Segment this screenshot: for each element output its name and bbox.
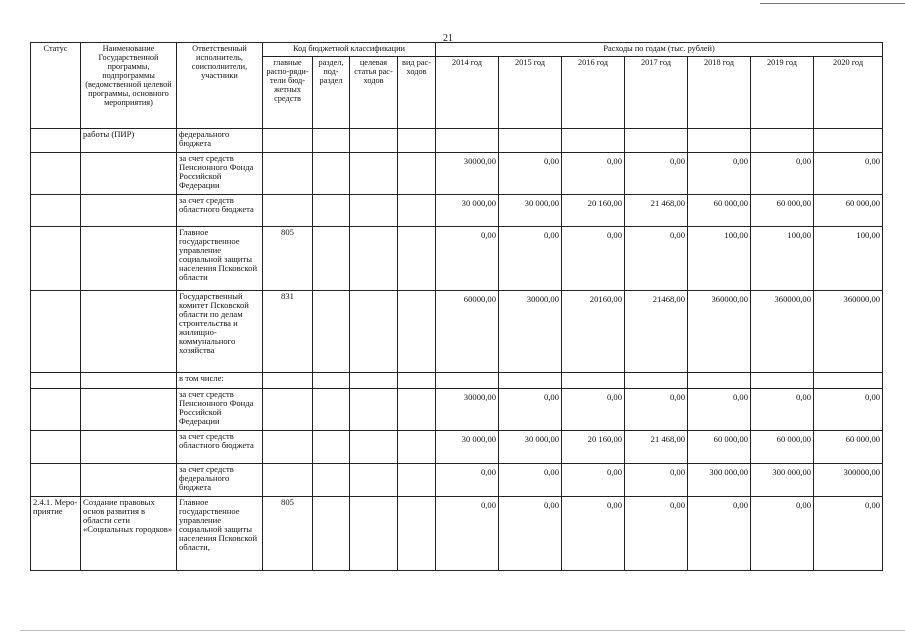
expense-cell-2016 [562,389,625,431]
program-cell [81,431,177,464]
manager-code-cell [263,129,313,153]
expense-value: 0,00 [669,392,686,402]
expense-cell-2014 [436,464,499,497]
budget-table [30,42,883,571]
expense-cell-2015 [499,195,562,227]
header-year-2017: 2017 год [625,57,688,129]
expense-value: 0,00 [606,392,623,402]
expense-cell-2014 [436,431,499,464]
section-code-cell [313,431,350,464]
expense-cell-2017 [625,373,688,389]
expense-cell-2016 [562,291,625,373]
expense-cell-2017 [625,389,688,431]
table-row [31,389,883,431]
expense-value: 100,00 [724,230,749,240]
header-status: Статус [31,43,81,129]
target-item-code-cell [350,464,398,497]
header-year-2015: 2015 год [499,57,562,129]
expense-value: 360000,00 [711,294,749,304]
manager-code-cell: 805 [263,497,313,571]
table-row [31,227,883,291]
expense-type-code-cell [398,431,436,464]
status-cell [31,291,81,373]
expense-cell-2020 [814,464,883,497]
program-cell [81,373,177,389]
target-item-code-cell [350,291,398,373]
expense-value: 0,00 [795,392,812,402]
target-item-code-cell [350,497,398,571]
expense-value: 0,00 [606,500,623,510]
expense-value: 0,00 [669,230,686,240]
expense-cell-2019 [751,389,814,431]
expense-value: 0,00 [480,467,497,477]
header-responsible: Ответственный исполнитель, соисполнители, участники [177,43,263,129]
expense-cell-2019 [751,227,814,291]
expense-cell-2018 [688,373,751,389]
program-cell [81,195,177,227]
manager-code-cell [263,431,313,464]
expense-cell-2015 [499,153,562,195]
expense-cell-2018 [688,389,751,431]
status-cell [31,227,81,291]
target-item-code-cell [350,389,398,431]
status-cell [31,195,81,227]
target-item-code-cell [350,227,398,291]
header-program: Наименование Государственной программы, подпрограммы (ведомственной целевой программы, основного мероприятия) [81,43,177,129]
expense-type-code-cell [398,389,436,431]
expense-cell-2019 [751,497,814,571]
expense-type-code-cell [398,129,436,153]
expense-cell-2019 [751,464,814,497]
expense-cell-2014 [436,497,499,571]
expense-cell-2016 [562,497,625,571]
header-year-2020: 2020 год [814,57,883,129]
status-cell [31,129,81,153]
expense-cell-2020 [814,291,883,373]
header-target-item: целевая статья рас-ходов [350,57,398,129]
expense-cell-2017 [625,227,688,291]
expense-value: 30 000,00 [461,198,497,208]
expense-cell-2015 [499,431,562,464]
header-year-2016: 2016 год [562,57,625,129]
expense-value: 60 000,00 [776,198,812,208]
expense-cell-2020 [814,153,883,195]
section-code-cell [313,373,350,389]
responsible-cell: за счет средств областного бюджета [177,431,263,464]
scan-edge-bottom [20,630,905,631]
expense-cell-2016 [562,464,625,497]
expense-type-code-cell [398,227,436,291]
expense-value: 30 000,00 [461,434,497,444]
responsible-cell: Главное государственное управление социальной защиты населения Псковской области [177,227,263,291]
header-expense-type: вид рас-ходов [398,57,436,129]
responsible-cell: Государственный комитет Псковской области по делам строительства и жилищно-коммунального хозяйства [177,291,263,373]
expense-cell-2015 [499,389,562,431]
expense-cell-2020 [814,129,883,153]
expense-cell-2016 [562,153,625,195]
expense-value: 21 468,00 [650,198,686,208]
expense-value: 0,00 [543,156,560,166]
expense-cell-2016 [562,431,625,464]
expense-cell-2016 [562,129,625,153]
expense-cell-2019 [751,153,814,195]
program-cell [81,389,177,431]
status-cell [31,431,81,464]
expense-type-code-cell [398,464,436,497]
header-budget-code: Код бюджетной классификации [263,43,436,57]
expense-value: 20 160,00 [587,434,623,444]
expense-value: 30000,00 [526,294,560,304]
expense-value: 360000,00 [774,294,812,304]
status-cell [31,389,81,431]
target-item-code-cell [350,153,398,195]
expense-value: 0,00 [795,156,812,166]
program-cell [81,291,177,373]
status-cell [31,373,81,389]
section-code-cell [313,389,350,431]
table-row [31,291,883,373]
expense-value: 21 468,00 [650,434,686,444]
expense-value: 0,00 [543,392,560,402]
program-cell [81,153,177,195]
expense-value: 30 000,00 [524,198,560,208]
expense-value: 0,00 [606,156,623,166]
expense-value: 0,00 [732,500,749,510]
program-cell [81,464,177,497]
expense-cell-2017 [625,291,688,373]
expense-cell-2014 [436,373,499,389]
expense-value: 300 000,00 [709,467,749,477]
target-item-code-cell [350,129,398,153]
expense-cell-2015 [499,464,562,497]
expense-cell-2015 [499,373,562,389]
expense-cell-2017 [625,464,688,497]
expense-cell-2020 [814,195,883,227]
table-row [31,464,883,497]
expense-cell-2016 [562,227,625,291]
responsible-cell: за счет средств Пенсионного Фонда Российской Федерации [177,389,263,431]
table-row [31,195,883,227]
expense-value: 0,00 [669,500,686,510]
expense-value: 30000,00 [463,156,497,166]
manager-code-cell [263,153,313,195]
section-code-cell [313,153,350,195]
target-item-code-cell [350,195,398,227]
expense-value: 0,00 [480,230,497,240]
expense-value: 30000,00 [463,392,497,402]
section-code-cell [313,291,350,373]
expense-value: 20160,00 [589,294,623,304]
expense-value: 0,00 [669,467,686,477]
manager-code-cell: 831 [263,291,313,373]
expense-cell-2016 [562,373,625,389]
expense-cell-2020 [814,227,883,291]
expense-cell-2016 [562,195,625,227]
expense-cell-2020 [814,389,883,431]
responsible-cell: федерального бюджета [177,129,263,153]
expense-value: 60 000,00 [713,198,749,208]
expense-cell-2014 [436,227,499,291]
program-cell: Создание правовых основ развития в области сети «Социальных городков» [81,497,177,571]
expense-value: 0,00 [669,156,686,166]
expense-value: 0,00 [543,230,560,240]
expense-value: 21468,00 [652,294,686,304]
expense-cell-2014 [436,129,499,153]
expense-cell-2020 [814,373,883,389]
expense-cell-2014 [436,195,499,227]
scan-edge-top [760,3,905,4]
expense-value: 0,00 [865,392,881,402]
expense-cell-2019 [751,373,814,389]
section-code-cell [313,464,350,497]
header-year-2018: 2018 год [688,57,751,129]
expense-value: 0,00 [732,392,749,402]
table-row [31,129,883,153]
expense-cell-2020 [814,431,883,464]
expense-cell-2018 [688,129,751,153]
expense-cell-2017 [625,129,688,153]
expense-cell-2019 [751,195,814,227]
expense-cell-2018 [688,431,751,464]
expense-value: 100,00 [856,230,881,240]
expense-value: 0,00 [606,230,623,240]
expense-value: 60000,00 [463,294,497,304]
expense-cell-2015 [499,497,562,571]
target-item-code-cell [350,373,398,389]
expense-value: 60 000,00 [845,434,881,444]
expense-type-code-cell [398,497,436,571]
expense-cell-2017 [625,431,688,464]
expense-cell-2018 [688,497,751,571]
header-manager: главные распо-ряди-тели бюд-жетных средств [263,57,313,129]
expense-cell-2018 [688,153,751,195]
expense-value: 30 000,00 [524,434,560,444]
expense-type-code-cell [398,291,436,373]
table-row [31,431,883,464]
table-row [31,497,883,571]
expense-value: 60 000,00 [713,434,749,444]
expense-cell-2019 [751,431,814,464]
status-cell [31,464,81,497]
header-year-2014: 2014 год [436,57,499,129]
header-year-2019: 2019 год [751,57,814,129]
manager-code-cell [263,389,313,431]
expense-cell-2014 [436,291,499,373]
expense-value: 360000,00 [843,294,881,304]
expense-value: 0,00 [795,500,812,510]
manager-code-cell: 805 [263,227,313,291]
status-cell: 2.4.1. Меро-приятие [31,497,81,571]
expense-cell-2017 [625,497,688,571]
responsible-cell: за счет средств Пенсионного Фонда Российской Федерации [177,153,263,195]
expense-value: 60 000,00 [845,198,881,208]
expense-cell-2017 [625,153,688,195]
responsible-cell: за счет средств федерального бюджета [177,464,263,497]
expense-cell-2018 [688,227,751,291]
expense-value: 20 160,00 [587,198,623,208]
expense-value: 300000,00 [843,467,881,477]
expense-value: 0,00 [865,500,881,510]
expense-type-code-cell [398,195,436,227]
expense-cell-2015 [499,291,562,373]
expense-value: 60 000,00 [776,434,812,444]
expense-value: 0,00 [606,467,623,477]
expense-cell-2014 [436,389,499,431]
expense-value: 300 000,00 [772,467,812,477]
header-expenses: Расходы по годам (тыс. рублей) [436,43,883,57]
table-row [31,153,883,195]
expense-cell-2018 [688,195,751,227]
section-code-cell [313,497,350,571]
expense-cell-2015 [499,129,562,153]
program-cell [81,227,177,291]
expense-cell-2018 [688,464,751,497]
section-code-cell [313,227,350,291]
expense-value: 0,00 [543,500,560,510]
expense-type-code-cell [398,373,436,389]
section-code-cell [313,195,350,227]
table-row [31,373,883,389]
expense-cell-2018 [688,291,751,373]
expense-type-code-cell [398,153,436,195]
target-item-code-cell [350,431,398,464]
program-cell: работы (ПИР) [81,129,177,153]
expense-value: 0,00 [480,500,497,510]
expense-value: 0,00 [543,467,560,477]
expense-cell-2019 [751,129,814,153]
manager-code-cell [263,464,313,497]
responsible-cell: за счет средств областного бюджета [177,195,263,227]
responsible-cell: в том числе: [177,373,263,389]
responsible-cell: Главное государственное управление социальной защиты населения Псковской области, [177,497,263,571]
manager-code-cell [263,195,313,227]
expense-cell-2020 [814,497,883,571]
expense-value: 0,00 [732,156,749,166]
status-cell [31,153,81,195]
page-number: 21 [443,33,453,44]
expense-value: 0,00 [865,156,881,166]
expense-cell-2017 [625,195,688,227]
expense-value: 100,00 [787,230,812,240]
header-section: раздел, под-раздел [313,57,350,129]
section-code-cell [313,129,350,153]
expense-cell-2015 [499,227,562,291]
expense-cell-2019 [751,291,814,373]
manager-code-cell [263,373,313,389]
expense-cell-2014 [436,153,499,195]
